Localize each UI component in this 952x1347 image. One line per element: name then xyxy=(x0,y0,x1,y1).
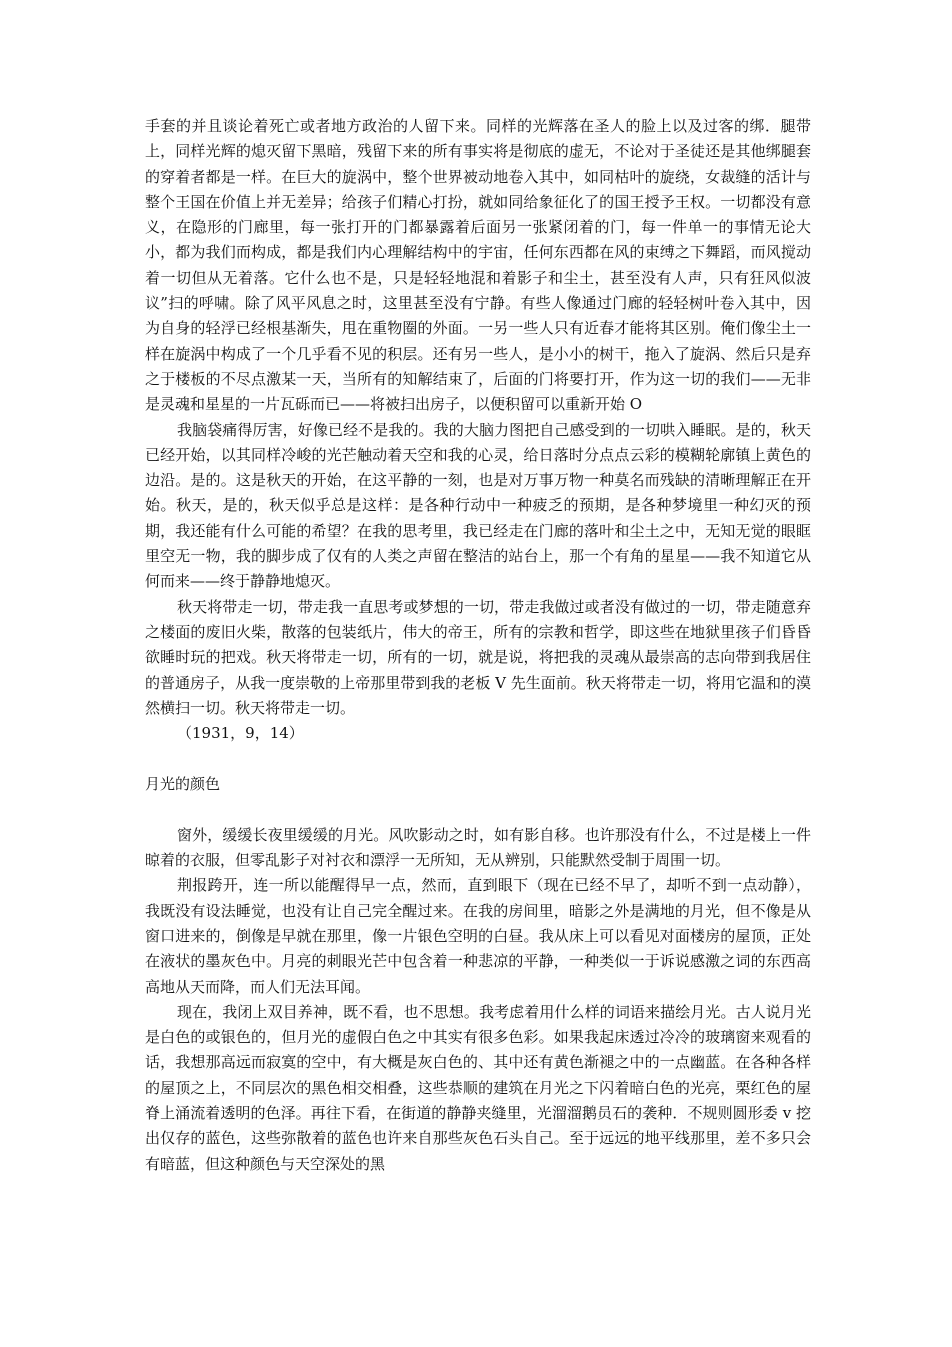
paragraph-autumn-takes-all: 秋天将带走一切，带走我一直思考或梦想的一切，带走我做过或者没有做过的一切，带走随意弃之楼面的废旧火柴，散落的包装纸片，伟大的帝王，所有的宗教和哲学，即这些在地狱里孩子们昏昏欲睡时玩的把戏。秋天将带走一切，所有的一切，就是说，将把我的灵魂从最崇高的志向带到我居住的普通房子，从我一度崇敬的上帝那里带到我的老板 V 先生面前。秋天将带走一切，将用它温和的漠然横扫一切。秋天将带走一切。 xyxy=(145,597,811,717)
date-line: （1931，9，14） xyxy=(177,724,304,743)
paragraph-moonlight-room: 荆报跨开，连一所以能醒得早一点，然而，直到眼下（现在已经不早了，却听不到一点动静），我既没有设法睡觉，也没有让自己完全醒过来。在我的房间里，暗影之外是满地的月光，但不像是从窗口进来的，倒像是早就在那里，像一片银色空明的白昼。我从床上可以看见对面楼房的屋顶，正处在液状的墨灰色中。月亮的刺眼光芒中包含着一种悲凉的平静，一种类似一于诉说感激之词的东西高高地从天而降，而人们无法耳闻。 xyxy=(145,876,811,996)
paragraph-moonlight-colors: 现在，我闭上双目养神，既不看，也不思想。我考虑着用什么样的词语来描绘月光。古人说月光是白色的或银色的，但月光的虚假白色之中其实有很多色彩。如果我起床透过冷冷的玻璃窗来观看的话，我想那高远而寂寞的空中，有大概是灰白色的、其中还有黄色渐褪之中的一点幽蓝。在各种各样的屋顶之上，不同层次的黑色相交相叠，这些恭顺的建筑在月光之下闪着暗白色的光亮，栗红色的屋脊上涌流着透明的色泽。再往下看，在街道的静静夹缝里，光溜溜鹅员石的袭种．不规则圆形委 v 挖出仅存的蓝色，这些弥散着的蓝色也许来自那些灰色石头自己。至于远远的地平线那里，差不多只会有暗蓝，但这种颜色与天空深处的黑 xyxy=(145,1002,811,1173)
document-page xyxy=(145,114,811,1177)
paragraph-autumn-beginning: 我脑袋痛得厉害，好像已经不是我的。我的大脑力图把自己感受到的一切哄入睡眠。是的，秋天已经开始，以其同样冷峻的光芒触动着天空和我的心灵，给日落时分点点云彩的模糊轮廓镇上黄色的边沿。是的。这是秋天的开始，在这平静的一刻，也是对万事万物一种莫名而残缺的清晰理解正在开始。秋天，是的，秋天似乎总是这样：是各种行动中一种疲乏的预期，是各种梦境里一种幻灭的预期，我还能有什么可能的希望？在我的思考里，我已经走在门廊的落叶和尘土之中，无知无觉的眼眶里空无一物，我的脚步成了仅有的人类之声留在整洁的站台上，那一个有角的星星——我不知道它从何而来——终于静静地熄灭。 xyxy=(145,420,811,591)
paragraph-autumn-vortex: 手套的并且谈论着死亡或者地方政治的人留下来。同样的光辉落在圣人的脸上以及过客的绑．腿带上，同样光辉的熄灭留下黑暗，残留下来的所有事实将是彻底的虚无，不论对于圣徒还是其他绑腿套的穿着者都是一样。在巨大的旋涡中，整个世界被动地卷入其中，如同枯叶的旋绕，女裁缝的活计与整个王国在价值上并无差异；给孩子们精心打扮，就如同给象征化了的国王授予王权。一切都没有意义，在隐形的门廊里，每一张打开的门都暴露着后面另一张紧闭着的门，每一件单一的事情无论大小，都为我们而构成，都是我们内心理解结构中的宇宙，任何东西都在风的束缚之下舞蹈，而风搅动着一切但从无着落。它什么也不是，只是轻轻地混和着影子和尘土，甚至没有人声，只有狂风似波议”扫的呼啸。除了风平风息之时，这里甚至没有宁静。有些人像通过门廊的轻轻树叶卷入其中，因为自身的轻浮已经根基渐失，甩在重物圈的外面。一另一些人只有近春才能将其区别。俺们像尘土一样在旋涡中构成了一个几乎看不见的积层。还有另一些人，是小小的树干，拖入了旋涡、然后只是弃之于楼板的不尽点激某一天，当所有的知解结束了，后面的门将要打开，作为这一切的我们——无非是灵魂和星星的一片瓦砾而已——将被扫出房子，以便积留可以重新开始 O xyxy=(145,117,811,414)
section-title-moonlight: 月光的颜色 xyxy=(145,775,221,794)
paragraph-moonlight-window: 窗外，缓缓长夜里缓缓的月光。风吹影动之时，如有影自移。也许那没有什么，不过是楼上一件晾着的衣服，但零乱影子对衬衣和漂浮一无所知，无从辨别，只能默然受制于周围一切。 xyxy=(145,825,811,870)
